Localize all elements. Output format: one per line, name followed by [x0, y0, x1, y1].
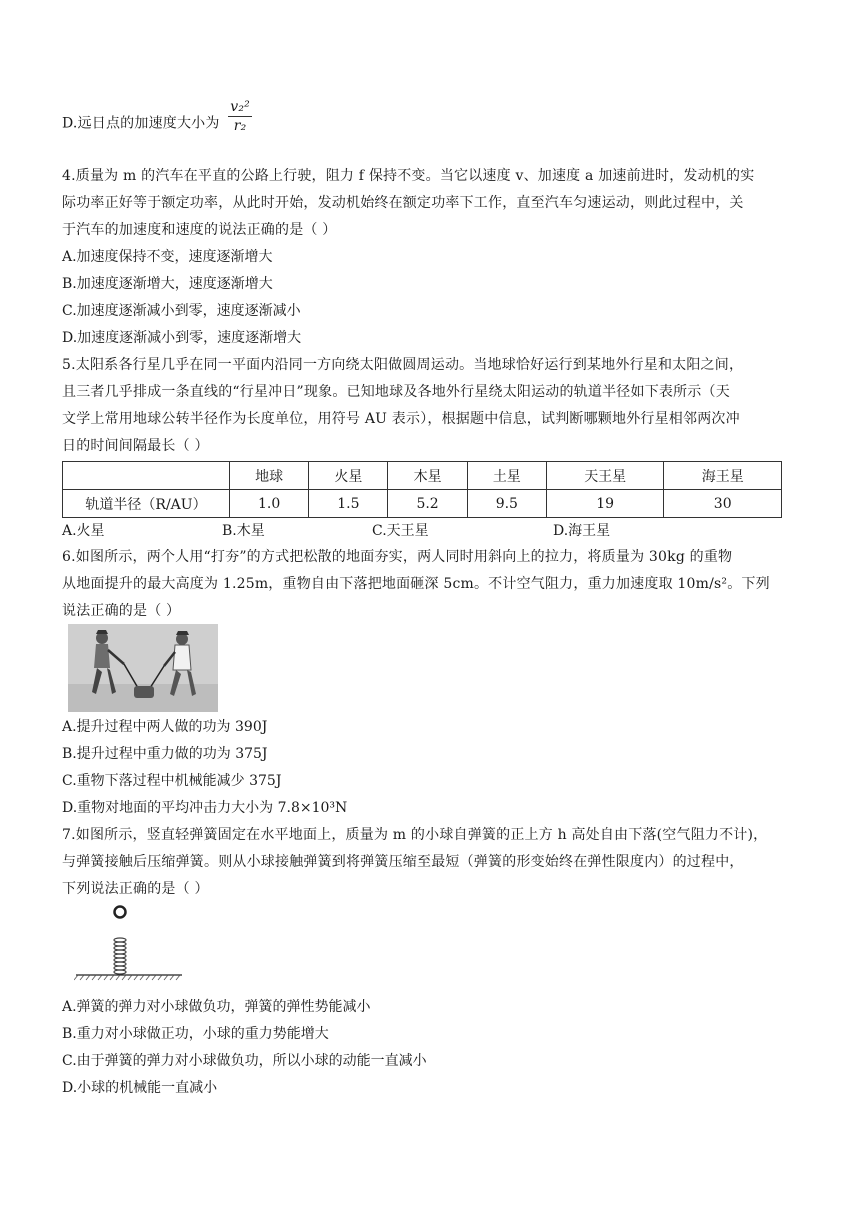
- table-row-label: 轨道半径（R/AU）: [63, 490, 230, 518]
- q4-stem-line-1: 4.质量为 m 的汽车在平直的公路上行驶，阻力 f 保持不变。当它以速度 v、加速度 a 加速前进时，发动机的实: [62, 168, 755, 184]
- table-header-cell: 土星: [467, 462, 546, 490]
- q3-option-d-fraction: [228, 98, 252, 135]
- q6-stem-line-3: 说法正确的是（ ）: [62, 603, 181, 619]
- table-header-cell: 木星: [388, 462, 467, 490]
- table-cell: 9.5: [467, 490, 546, 518]
- q3-option-d-text: D.远日点的加速度大小为: [62, 115, 220, 132]
- q6-stem-line-1: 6.如图所示，两个人用“打夯”的方式把松散的地面夯实，两人同时用斜向上的拉力，将质量为 30kg 的重物: [62, 549, 733, 565]
- spring-ball-figure: [74, 902, 184, 984]
- q7-option-a: A.弹簧的弹力对小球做负功，弹簧的弹性势能减小: [62, 999, 371, 1015]
- table-cell: 1.0: [230, 490, 309, 518]
- fraction-numerator: v₂²: [230, 99, 250, 115]
- fraction-denominator: r₂: [233, 118, 247, 134]
- q7-stem-line-3: 下列说法正确的是（ ）: [62, 881, 209, 897]
- q4-option-c: C.加速度逐渐减小到零，速度逐渐减小: [62, 303, 301, 319]
- table-header-cell: [63, 462, 230, 490]
- table-cell: 1.5: [309, 490, 388, 518]
- orbit-radius-table: [62, 461, 782, 518]
- q7-option-d: D.小球的机械能一直减小: [62, 1080, 218, 1096]
- q4-option-a: A.加速度保持不变，速度逐渐增大: [62, 249, 273, 265]
- q6-option-b: B.提升过程中重力做的功为 375J: [62, 746, 268, 762]
- q5-stem-line-2: 且三者几乎排成一条直线的“行星冲日”现象。已知地球及各地外行星绕太阳运动的轨道半径如下表所示（天: [62, 384, 730, 400]
- q3-option-d: [62, 99, 252, 135]
- table-header-cell: 天王星: [546, 462, 664, 490]
- table-header-cell: 地球: [230, 462, 309, 490]
- spring-icon: [114, 938, 126, 974]
- q5-option-b: B.木星: [222, 523, 265, 539]
- table-cell: 5.2: [388, 490, 467, 518]
- q5-option-a: A.火星: [62, 523, 105, 539]
- table-cell: 30: [664, 490, 782, 518]
- q7-stem-line-2: 与弹簧接触后压缩弹簧。则从小球接触弹簧到将弹簧压缩至最短（弹簧的形变始终在弹性限度内）的过程中，: [62, 854, 744, 870]
- q5-stem-line-4: 日的时间间隔最长（ ）: [62, 438, 209, 454]
- table-header-cell: 火星: [309, 462, 388, 490]
- table-cell: 19: [546, 490, 664, 518]
- q6-option-c: C.重物下落过程中机械能减少 375J: [62, 773, 282, 789]
- table-header-row: [63, 462, 782, 490]
- q6-stem-line-2: 从地面提升的最大高度为 1.25m，重物自由下落把地面砸深 5cm。不计空气阻力，重力加速度取 10m/s²。下列: [62, 576, 770, 592]
- q5-options: [62, 520, 782, 540]
- q7-option-c: C.由于弹簧的弹力对小球做负功，所以小球的动能一直减小: [62, 1053, 427, 1069]
- q5-option-c: C.天王星: [372, 523, 429, 539]
- q4-option-d: D.加速度逐渐减小到零，速度逐渐增大: [62, 330, 302, 346]
- tamping-figure: [68, 624, 218, 712]
- table-row: [63, 490, 782, 518]
- q5-stem-line-3: 文学上常用地球公转半径作为长度单位，用符号 AU 表示），根据题中信息，试判断哪颗地外行星相邻两次冲: [62, 411, 740, 427]
- q7-option-b: B.重力对小球做正功，小球的重力势能增大: [62, 1026, 329, 1042]
- ball-icon: [115, 907, 126, 918]
- q5-option-d: D.海王星: [553, 523, 611, 539]
- q5-stem-line-1: 5.太阳系各行星几乎在同一平面内沿同一方向绕太阳做圆周运动。当地球恰好运行到某地外行星和太阳之间，: [62, 357, 744, 373]
- q4-stem-line-2: 际功率正好等于额定功率，从此时开始，发动机始终在额定功率下工作，直至汽车匀速运动，则此过程中，关: [62, 195, 744, 211]
- q7-stem-line-1: 7.如图所示，竖直轻弹簧固定在水平地面上，质量为 m 的小球自弹簧的正上方 h 高处自由下落(空气阻力不计)，: [62, 827, 768, 843]
- q6-option-a: A.提升过程中两人做的功为 390J: [62, 719, 268, 735]
- table-header-cell: 海王星: [664, 462, 782, 490]
- q4-option-b: B.加速度逐渐增大，速度逐渐增大: [62, 276, 273, 292]
- q4-stem-line-3: 于汽车的加速度和速度的说法正确的是（ ）: [62, 222, 337, 238]
- q6-option-d: D.重物对地面的平均冲击力大小为 7.8×10³N: [62, 800, 348, 816]
